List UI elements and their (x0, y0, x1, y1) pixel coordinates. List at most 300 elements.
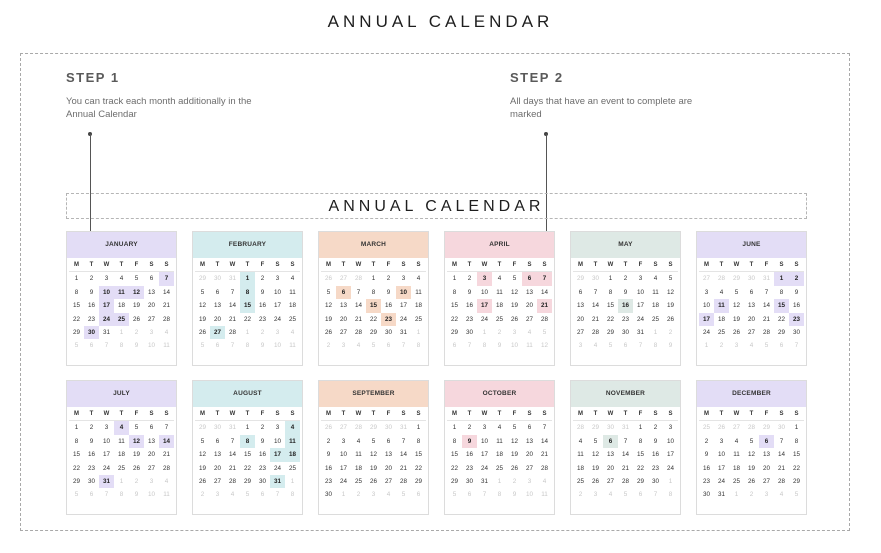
day-cell: 20 (213, 464, 221, 472)
marked-day-cell: 10 (99, 286, 114, 299)
adjacent-month-day: 4 (356, 342, 361, 350)
day-cell: 12 (591, 451, 599, 459)
day-cell: 9 (89, 437, 94, 445)
day-cell: 11 (652, 288, 659, 296)
day-cell: 10 (717, 451, 725, 459)
day-cell: 20 (747, 315, 755, 323)
weekday-label: S (663, 259, 678, 272)
day-cell: 7 (593, 288, 598, 296)
adjacent-month-day: 7 (467, 342, 472, 350)
day-cell: 7 (401, 437, 406, 445)
day-cell: 28 (162, 464, 170, 472)
day-cell: 3 (704, 288, 709, 296)
day-cell: 1 (794, 424, 799, 432)
marked-day-cell: 6 (759, 435, 774, 448)
day-cell: 25 (288, 464, 296, 472)
day-cell: 20 (339, 315, 347, 323)
adjacent-month-day: 9 (512, 491, 517, 499)
day-cell: 22 (792, 464, 800, 472)
weekday-label: F (381, 259, 396, 272)
day-cell: 5 (668, 275, 673, 283)
month-header: JULY (67, 381, 176, 407)
day-cell: 25 (354, 477, 362, 485)
day-cell: 3 (341, 437, 346, 445)
day-cell: 12 (510, 288, 518, 296)
day-cell: 27 (147, 464, 155, 472)
marked-day-cell: 14 (159, 435, 174, 448)
month-header: APRIL (445, 232, 554, 258)
day-cell: 18 (495, 302, 503, 310)
adjacent-month-day: 30 (213, 275, 221, 283)
day-cell: 23 (702, 477, 710, 485)
day-cell: 22 (606, 315, 614, 323)
day-cell: 17 (480, 451, 488, 459)
adjacent-month-day: 28 (576, 424, 584, 432)
day-cell: 20 (606, 464, 614, 472)
day-cell: 3 (401, 275, 406, 283)
marked-day-cell: 31 (270, 475, 285, 488)
day-cell: 2 (326, 437, 331, 445)
adjacent-month-day: 6 (260, 491, 265, 499)
marked-day-cell: 17 (477, 299, 492, 312)
adjacent-month-day: 29 (198, 275, 206, 283)
weekday-label: F (759, 259, 774, 272)
adjacent-month-day: 9 (260, 342, 265, 350)
day-cell: 13 (606, 451, 614, 459)
marked-day-cell: 15 (774, 299, 789, 312)
day-cell: 12 (198, 302, 206, 310)
weekday-label: M (69, 259, 84, 272)
day-cell: 20 (762, 464, 770, 472)
day-cell: 7 (764, 288, 769, 296)
day-cell: 29 (606, 328, 614, 336)
day-cell: 8 (74, 288, 79, 296)
adjacent-month-day: 5 (245, 491, 250, 499)
adjacent-month-day: 5 (74, 491, 79, 499)
weekday-label: T (84, 259, 99, 272)
weekday-label: T (714, 259, 729, 272)
adjacent-month-day: 2 (134, 328, 139, 336)
day-cell: 18 (732, 464, 740, 472)
day-cell: 1 (416, 424, 421, 432)
day-cell: 29 (450, 328, 458, 336)
adjacent-month-day: 29 (591, 424, 599, 432)
day-cell: 6 (386, 437, 391, 445)
day-cell: 7 (542, 424, 547, 432)
day-cell: 5 (326, 288, 331, 296)
day-cell: 31 (102, 328, 110, 336)
weekday-label: W (477, 259, 492, 272)
adjacent-month-day: 4 (749, 342, 754, 350)
adjacent-month-day: 11 (526, 342, 533, 350)
day-cell: 28 (228, 328, 236, 336)
day-cell: 21 (621, 464, 629, 472)
month-card-august (192, 380, 303, 515)
weekday-label: T (84, 408, 99, 421)
month-card-april (444, 231, 555, 366)
weekday-label: M (195, 259, 210, 272)
day-cell: 29 (636, 477, 644, 485)
day-cell: 7 (779, 437, 784, 445)
marked-day-cell: 4 (114, 421, 129, 434)
day-cell: 13 (213, 451, 221, 459)
adjacent-month-day: 3 (149, 477, 154, 485)
day-cell: 5 (734, 288, 739, 296)
marked-day-cell: 17 (99, 299, 114, 312)
adjacent-month-day: 2 (326, 342, 331, 350)
adjacent-month-day: 2 (578, 491, 583, 499)
step-1-description: You can track each month additionally in the Annual Calendar (66, 96, 252, 120)
marked-day-cell: 21 (537, 299, 552, 312)
day-cell: 26 (198, 477, 206, 485)
day-cell: 9 (653, 437, 658, 445)
marked-day-cell: 11 (714, 299, 729, 312)
weekday-label: M (321, 408, 336, 421)
weekday-label: S (270, 259, 285, 272)
day-cell: 3 (275, 424, 280, 432)
marked-day-cell: 12 (129, 286, 144, 299)
day-cell: 18 (576, 464, 584, 472)
day-cell: 10 (273, 288, 281, 296)
month-header: AUGUST (193, 381, 302, 407)
day-cell: 10 (102, 437, 110, 445)
adjacent-month-day: 1 (416, 328, 421, 336)
day-cell: 14 (777, 451, 785, 459)
adjacent-month-day: 5 (764, 342, 769, 350)
step-2-title: STEP 2 (510, 70, 564, 85)
day-cell: 19 (132, 302, 140, 310)
day-cell: 26 (510, 464, 518, 472)
day-cell: 13 (747, 302, 755, 310)
month-card-october (444, 380, 555, 515)
weekday-label: M (573, 408, 588, 421)
adjacent-month-day: 5 (623, 491, 628, 499)
adjacent-month-day: 10 (147, 342, 155, 350)
weekday-label: F (255, 408, 270, 421)
day-cell: 1 (245, 424, 250, 432)
day-cell: 26 (732, 328, 740, 336)
adjacent-month-day: 31 (621, 424, 629, 432)
adjacent-month-day: 5 (794, 491, 799, 499)
day-cell: 12 (666, 288, 674, 296)
weekday-label: W (99, 259, 114, 272)
page-title: ANNUAL CALENDAR (327, 12, 554, 31)
marked-day-cell: 6 (522, 272, 537, 285)
day-cell: 18 (717, 315, 725, 323)
adjacent-month-day: 4 (527, 328, 532, 336)
day-cell: 18 (288, 302, 296, 310)
adjacent-month-day: 3 (371, 491, 376, 499)
adjacent-month-day: 9 (668, 342, 673, 350)
day-cell: 9 (260, 437, 265, 445)
weekday-label: M (573, 259, 588, 272)
day-cell: 25 (732, 477, 740, 485)
weekday-label: W (729, 259, 744, 272)
day-cell: 26 (198, 328, 206, 336)
marked-day-cell: 1 (774, 272, 789, 285)
day-cell: 13 (147, 288, 155, 296)
adjacent-month-day: 8 (416, 342, 421, 350)
adjacent-month-day: 2 (512, 477, 517, 485)
adjacent-month-day: 7 (482, 491, 487, 499)
adjacent-month-day: 30 (384, 424, 392, 432)
adjacent-month-day: 4 (386, 491, 391, 499)
day-cell: 4 (719, 288, 724, 296)
adjacent-month-day: 27 (339, 275, 347, 283)
day-cell: 14 (762, 302, 770, 310)
day-cell: 26 (132, 464, 140, 472)
day-cell: 30 (621, 328, 629, 336)
month-header: OCTOBER (445, 381, 554, 407)
day-cell: 3 (482, 424, 487, 432)
day-cell: 21 (162, 451, 170, 459)
adjacent-month-day: 5 (371, 342, 376, 350)
day-cell: 23 (258, 315, 266, 323)
weekday-label: T (336, 259, 351, 272)
day-cell: 15 (636, 451, 644, 459)
day-cell: 30 (384, 328, 392, 336)
annual-calendar-title: ANNUAL CALENDAR (66, 193, 807, 219)
day-cell: 15 (450, 451, 458, 459)
day-cell: 10 (480, 288, 488, 296)
day-cell: 14 (591, 302, 599, 310)
day-cell: 22 (243, 464, 251, 472)
day-cell: 19 (369, 464, 377, 472)
day-cell: 22 (72, 464, 80, 472)
weekday-label: S (396, 408, 411, 421)
adjacent-month-day: 6 (623, 342, 628, 350)
day-cell: 10 (480, 437, 488, 445)
weekday-label: W (99, 408, 114, 421)
day-cell: 15 (72, 302, 80, 310)
marked-day-cell: 16 (618, 299, 633, 312)
adjacent-month-day: 7 (638, 342, 643, 350)
weekday-label: M (195, 408, 210, 421)
day-cell: 28 (762, 328, 770, 336)
day-cell: 16 (258, 302, 266, 310)
adjacent-month-day: 3 (578, 342, 583, 350)
day-cell: 23 (87, 315, 95, 323)
day-cell: 16 (87, 302, 95, 310)
day-cell: 7 (623, 437, 628, 445)
day-cell: 25 (651, 315, 659, 323)
step-2 (510, 70, 710, 121)
day-cell: 20 (147, 302, 155, 310)
weekday-label: S (144, 259, 159, 272)
adjacent-month-day: 2 (356, 491, 361, 499)
day-cell: 3 (638, 275, 643, 283)
adjacent-month-day: 3 (764, 491, 769, 499)
adjacent-month-day: 29 (576, 275, 584, 283)
day-cell: 21 (228, 315, 236, 323)
weekday-label: W (603, 259, 618, 272)
adjacent-month-day: 6 (416, 491, 421, 499)
weekday-label: S (663, 408, 678, 421)
weekday-label: S (537, 259, 552, 272)
month-card-march (318, 231, 429, 366)
month-grid (319, 259, 428, 353)
day-cell: 11 (496, 437, 503, 445)
day-cell: 31 (480, 477, 488, 485)
day-cell: 16 (465, 451, 473, 459)
day-cell: 20 (384, 464, 392, 472)
day-cell: 26 (747, 477, 755, 485)
day-cell: 1 (608, 275, 613, 283)
day-cell: 19 (732, 315, 740, 323)
weekday-label: S (285, 408, 300, 421)
weekday-label: F (255, 259, 270, 272)
marked-day-cell: 11 (285, 435, 300, 448)
weekday-label: S (270, 408, 285, 421)
adjacent-month-day: 25 (702, 424, 710, 432)
marked-day-cell: 4 (285, 421, 300, 434)
day-cell: 21 (591, 315, 599, 323)
weekday-label: T (240, 259, 255, 272)
weekday-label: S (285, 259, 300, 272)
day-cell: 13 (339, 302, 347, 310)
day-cell: 2 (89, 275, 94, 283)
day-cell: 22 (450, 464, 458, 472)
weekday-label: S (537, 408, 552, 421)
day-cell: 2 (467, 275, 472, 283)
day-cell: 25 (495, 315, 503, 323)
day-cell: 14 (354, 302, 362, 310)
adjacent-month-day: 10 (273, 342, 281, 350)
marked-day-cell: 7 (159, 272, 174, 285)
weekday-label: T (462, 408, 477, 421)
weekday-label: F (381, 408, 396, 421)
day-cell: 14 (228, 302, 236, 310)
day-cell: 26 (591, 477, 599, 485)
day-cell: 8 (74, 437, 79, 445)
day-cell: 23 (87, 464, 95, 472)
marked-day-cell: 25 (114, 313, 129, 326)
day-cell: 24 (666, 464, 674, 472)
step-1-pointer-line (90, 134, 91, 238)
adjacent-month-day: 4 (230, 491, 235, 499)
adjacent-month-day: 5 (74, 342, 79, 350)
day-cell: 30 (324, 491, 332, 499)
day-cell: 21 (354, 315, 362, 323)
adjacent-month-day: 3 (512, 328, 517, 336)
adjacent-month-day: 10 (510, 342, 518, 350)
adjacent-month-day: 4 (608, 491, 613, 499)
day-cell: 8 (779, 288, 784, 296)
weekday-label: T (210, 408, 225, 421)
weekday-label: T (492, 259, 507, 272)
day-cell: 3 (668, 424, 673, 432)
weekday-label: T (714, 408, 729, 421)
day-cell: 17 (717, 464, 725, 472)
weekday-label: T (618, 259, 633, 272)
weekday-label: S (396, 259, 411, 272)
day-cell: 18 (495, 451, 503, 459)
day-cell: 29 (792, 477, 800, 485)
day-cell: 24 (480, 315, 488, 323)
day-cell: 27 (747, 328, 755, 336)
adjacent-month-day: 11 (541, 491, 548, 499)
day-cell: 24 (636, 315, 644, 323)
day-cell: 12 (324, 302, 332, 310)
weekday-label: S (648, 408, 663, 421)
day-cell: 15 (792, 451, 800, 459)
weekday-label: T (366, 408, 381, 421)
adjacent-month-day: 6 (452, 342, 457, 350)
month-card-february (192, 231, 303, 366)
weekday-label: T (588, 259, 603, 272)
day-cell: 25 (117, 464, 125, 472)
day-cell: 28 (399, 477, 407, 485)
day-cell: 1 (452, 275, 457, 283)
weekday-label: M (447, 259, 462, 272)
day-cell: 6 (215, 288, 220, 296)
day-cell: 15 (243, 451, 251, 459)
marked-day-cell: 6 (603, 435, 618, 448)
day-cell: 28 (540, 464, 548, 472)
day-cell: 22 (369, 315, 377, 323)
day-cell: 16 (384, 302, 392, 310)
adjacent-month-day: 2 (497, 328, 502, 336)
day-cell: 26 (369, 477, 377, 485)
adjacent-month-day: 11 (163, 342, 170, 350)
weekday-label: T (492, 408, 507, 421)
day-cell: 4 (497, 275, 502, 283)
adjacent-month-day: 6 (89, 342, 94, 350)
day-cell: 5 (512, 275, 517, 283)
day-cell: 26 (132, 315, 140, 323)
day-cell: 3 (104, 275, 109, 283)
adjacent-month-day: 8 (482, 342, 487, 350)
adjacent-month-day: 3 (149, 328, 154, 336)
day-cell: 6 (215, 437, 220, 445)
month-grid (445, 408, 554, 502)
day-cell: 4 (356, 437, 361, 445)
adjacent-month-day: 28 (354, 275, 362, 283)
adjacent-month-day: 26 (324, 275, 332, 283)
adjacent-month-day: 31 (228, 424, 236, 432)
adjacent-month-day: 29 (732, 275, 740, 283)
day-cell: 17 (339, 464, 347, 472)
day-cell: 1 (74, 275, 79, 283)
adjacent-month-day: 31 (399, 424, 407, 432)
day-cell: 12 (198, 451, 206, 459)
month-card-may (570, 231, 681, 366)
day-cell: 25 (576, 477, 584, 485)
day-cell: 6 (149, 275, 154, 283)
adjacent-month-day: 4 (779, 491, 784, 499)
day-cell: 22 (243, 315, 251, 323)
day-cell: 11 (355, 451, 362, 459)
adjacent-month-day: 2 (260, 328, 265, 336)
weekday-label: W (225, 408, 240, 421)
day-cell: 26 (666, 315, 674, 323)
adjacent-month-day: 27 (339, 424, 347, 432)
day-cell: 6 (149, 424, 154, 432)
adjacent-month-day: 3 (215, 491, 220, 499)
day-cell: 24 (480, 464, 488, 472)
adjacent-month-day: 5 (608, 342, 613, 350)
day-cell: 27 (525, 315, 533, 323)
day-cell: 16 (702, 464, 710, 472)
weekday-label: F (507, 259, 522, 272)
adjacent-month-day: 3 (275, 328, 280, 336)
day-cell: 9 (89, 288, 94, 296)
day-cell: 16 (258, 451, 266, 459)
day-cell: 19 (747, 464, 755, 472)
day-cell: 16 (465, 302, 473, 310)
day-cell: 28 (777, 477, 785, 485)
day-cell: 6 (527, 424, 532, 432)
